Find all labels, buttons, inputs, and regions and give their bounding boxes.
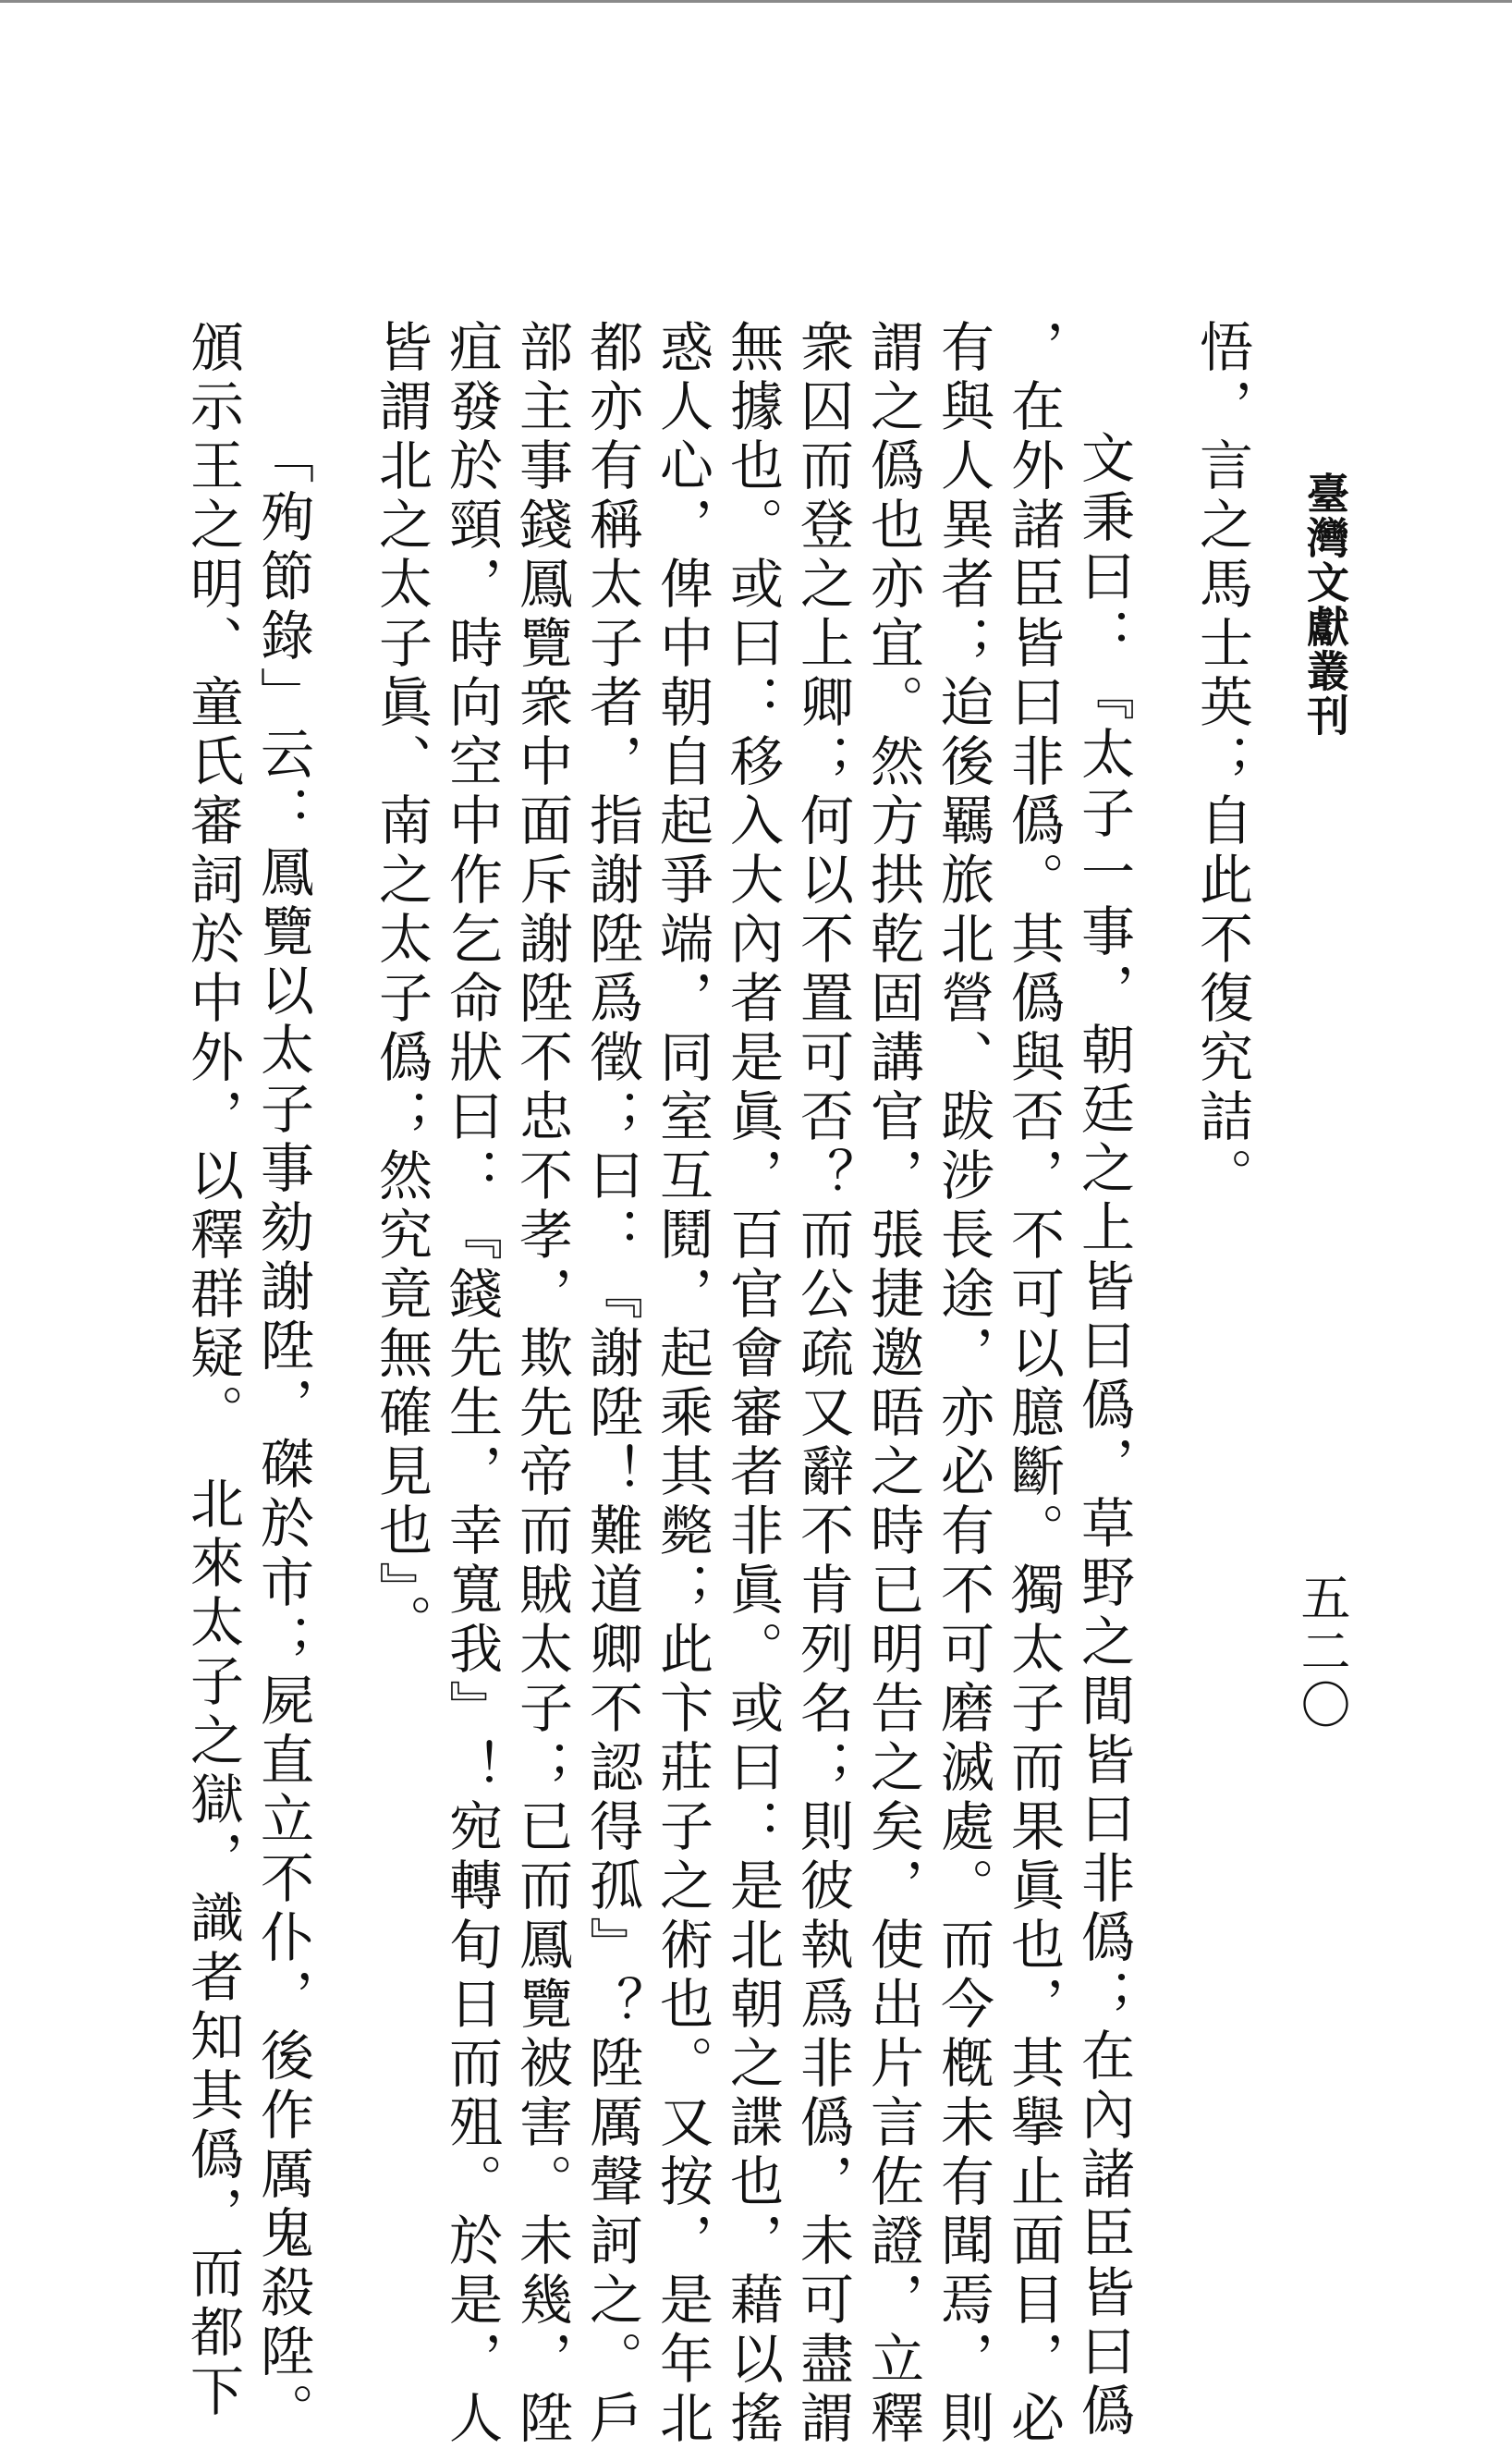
- text-column: 無據也。或曰：移入大內者是眞，百官會審者非眞。或曰：是北朝之諜也，藉以搖: [721, 319, 784, 2449]
- text-column: 頒示王之明、童氏審詞於中外，以釋群疑。 北來太子之獄，識者知其僞，而都下: [181, 319, 244, 2422]
- text-column: 都亦有稱太子者，指謝陞爲徵；曰：『謝陞！難道卿不認得孤』？陞厲聲訶之。戶: [580, 319, 643, 2449]
- text-column: 疽發於頸，時向空中作乞命狀曰：『錢先生，幸寬我』！宛轉旬日而殂。於是，人: [440, 319, 503, 2449]
- text-column: 部主事錢鳳覽衆中面斥謝陞不忠不孝，欺先帝而賊太子；已而鳳覽被害。未幾，陞: [510, 319, 573, 2449]
- text-column: 文秉曰：『太子一事，朝廷之上皆曰僞，草野之間皆曰非僞；在內諸臣皆曰僞: [1072, 430, 1135, 2442]
- page-number: 五二〇: [1293, 1572, 1351, 1733]
- text-column: ，在外諸臣皆曰非僞。其僞與否，不可以臆斷。獨太子而果眞也，其擧止面目，必: [1002, 319, 1065, 2449]
- text-column: 有與人異者；迨後羈旅北營、跋涉長途，亦必有不可磨滅處。而今槪未有聞焉，則: [932, 319, 994, 2449]
- text-column: 衆囚而登之上卿；何以不置可否？而公疏又辭不肯列名；則彼執爲非僞，未可盡謂: [791, 319, 854, 2449]
- text-column: 惑人心，俾中朝自起爭端，同室互鬩，起乘其斃；此卞莊子之術也。又按，是年北: [651, 319, 713, 2449]
- text-column: 謂之僞也亦宜。然方拱乾固講官，張捷邀晤之時已明告之矣，使出片言佐證，立釋: [861, 319, 924, 2449]
- body-text: [177, 319, 1257, 2449]
- text-column: 皆謂北之太子眞、南之太子僞；然究竟無確見也』。: [370, 319, 433, 1653]
- text-column: 悟，言之馬士英；自此不復究詰。: [1190, 319, 1253, 1206]
- text-column: 「殉節錄」云：鳳覽以太子事劾謝陞，磔於市；屍直立不仆，後作厲鬼殺陞。: [251, 430, 314, 2442]
- column-gap: [1139, 319, 1187, 2112]
- running-header-title: 臺灣文獻叢刊: [1300, 471, 1350, 738]
- top-rule: [0, 0, 1512, 3]
- column-gap: [318, 319, 366, 2112]
